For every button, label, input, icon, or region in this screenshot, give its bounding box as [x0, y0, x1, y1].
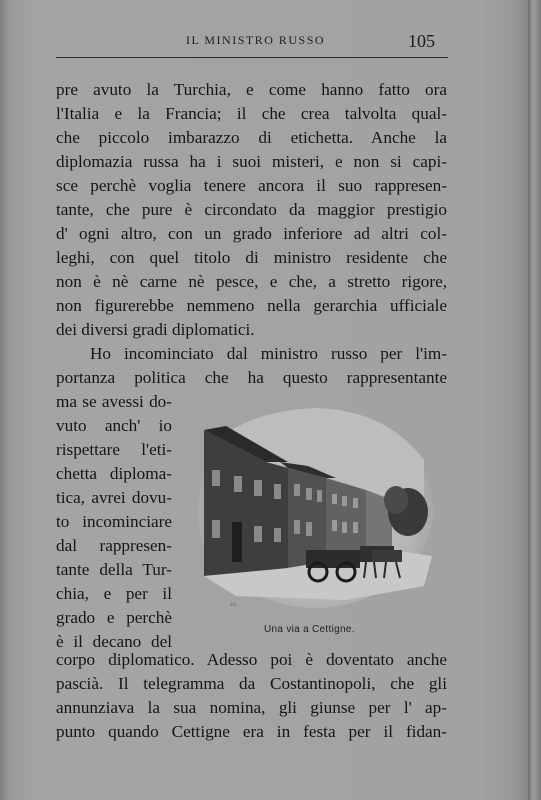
text-line: diplomazia russa ha i suoi misteri, e non si capi- — [56, 152, 447, 171]
text-line: pascià. Il telegramma da Costantinopoli, che gli — [56, 674, 447, 693]
text-line: d' ogni altro, con un grado inferiore ad altri col- — [56, 224, 447, 243]
figure-caption: Una via a Cettigne. — [264, 624, 355, 635]
text-line: pre avuto la Turchia, e come hanno fatto ora — [56, 80, 447, 99]
text-line: ma se avessi do- — [56, 392, 172, 411]
text-line: sce perchè voglia tenere ancora il suo rappresen- — [56, 176, 447, 195]
book-page-edge — [528, 0, 541, 800]
text-line: punto quando Cettigne era in festa per il fidan- — [56, 722, 447, 741]
text-line: portanza politica che ha questo rappresentante — [56, 368, 447, 387]
text-line: tante della Tur- — [56, 560, 172, 579]
text-line: non è nè carne nè pesce, e che, a stretto rigore, — [56, 272, 447, 291]
text-line: to incominciare — [56, 512, 172, 531]
text-line: corpo diplomatico. Adesso poi è doventato anche — [56, 650, 447, 669]
text-line: chia, e per il — [56, 584, 172, 603]
text-line: è il decano del — [56, 632, 172, 651]
text-line: Ho incominciato dal ministro russo per l'im- — [90, 344, 447, 363]
running-head: IL MINISTRO RUSSO — [186, 33, 326, 47]
text-line: chetta diploma- — [56, 464, 172, 483]
text-line: dei diversi gradi diplomatici. — [56, 320, 255, 339]
text-line: tica, avrei dovu- — [56, 488, 172, 507]
text-line: leghi, con quel titolo di ministro residente che — [56, 248, 447, 267]
text-line: grado e perchè — [56, 608, 172, 627]
text-line: che piccolo imbarazzo di etichetta. Anche la — [56, 128, 447, 147]
text-line: annunziava la sua nomina, gli giunse per l' ap- — [56, 698, 447, 717]
text-line: l'Italia e la Francia; il che crea talvolta qual- — [56, 104, 447, 123]
text-line: rispettare l'eti- — [56, 440, 172, 459]
text-line: dal rappresen- — [56, 536, 172, 555]
text-line: vuto anch' io — [56, 416, 172, 435]
street-illustration — [196, 400, 434, 614]
text-line: tante, che pure è circondato da maggior prestigio — [56, 200, 447, 219]
header-rule — [56, 57, 448, 58]
svg-text:v.r.: v.r. — [230, 602, 238, 608]
text-line: non figurerebbe nemmeno nella gerarchia ufficiale — [56, 296, 447, 315]
page-number: 105 — [408, 31, 435, 51]
